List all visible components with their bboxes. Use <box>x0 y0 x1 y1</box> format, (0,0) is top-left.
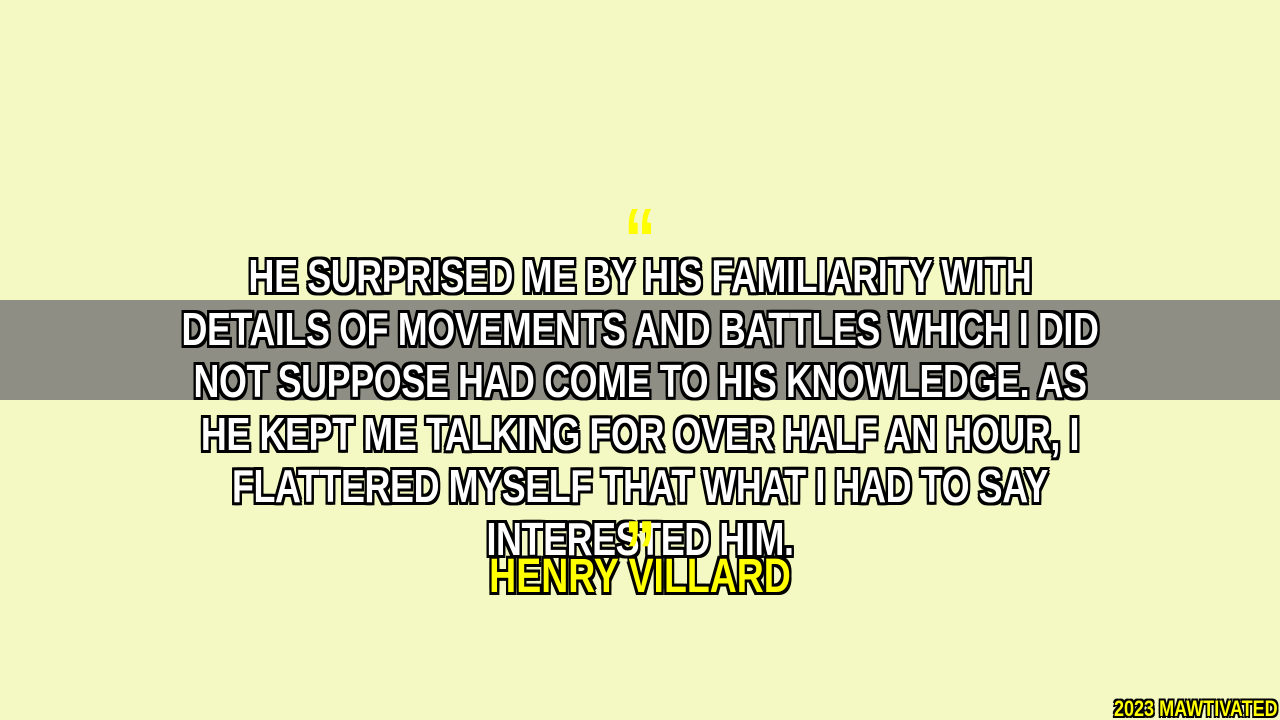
close-quote-icon <box>179 508 1101 552</box>
quote-text: HE SURPRISED ME BY HIS FAMILIARITY WITH DETAILS OF MOVEMENTS AND BATTLES WHICH I DID NOT SUPPOSE HAD COME TO HIS KNOWLEDGE. AS HE KEPT ME TALKING FOR OVER HALF AN HOUR, I FLATTERED MYSELF THAT WHAT I HAD TO SAY INTERESTED HIM. <box>181 250 1099 565</box>
open-quote-icon <box>179 196 1101 240</box>
watermark: 2023 MAWTIVATED <box>1114 696 1278 720</box>
quote-author: HENRY VILLARD <box>489 550 791 603</box>
